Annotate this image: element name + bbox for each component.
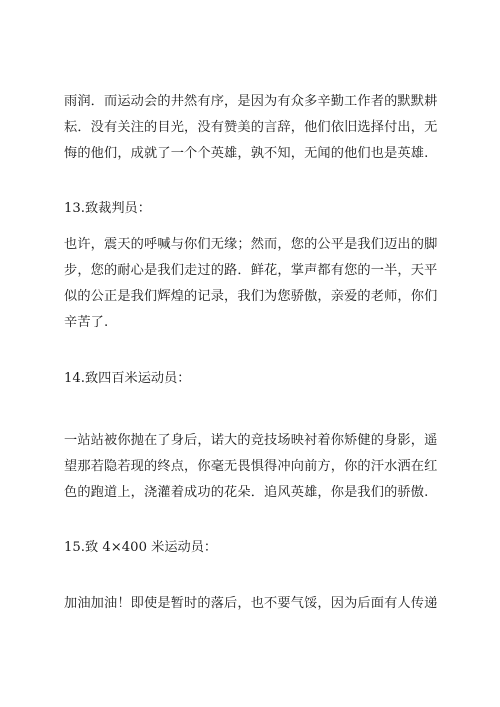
section-heading-14: 14.致四百米运动员：	[64, 371, 191, 386]
text-line: 望那若隐若现的终点，你毫无畏惧得冲向前方，你的汗水洒在红	[64, 459, 438, 474]
text-line: 雨润．而运动会的井然有序，是因为有众多辛勤工作者的默默耕	[64, 94, 438, 109]
paragraph-400m-runners	[64, 428, 440, 506]
paragraph-volunteers	[64, 89, 440, 167]
text-line: 也许，震天的呼喊与你们无缘；然而，您的公平是我们迈出的脚	[64, 237, 438, 252]
section-heading-15: 15.致 4×400 米运动员：	[64, 540, 218, 555]
text-line: 色的跑道上，浇灌着成功的花朵．追风英雄，你是我们的骄傲.	[64, 485, 429, 500]
text-line: 加油加油！即使是暂时的落后，也不要气馁，因为后面有人传递	[64, 596, 438, 611]
paragraph-relay-runners	[64, 591, 440, 617]
text-line: 耘．没有关注的目光，没有赞美的言辞，他们依旧选择付出，无	[64, 120, 438, 135]
text-line: 步，您的耐心是我们走过的路．鲜花，掌声都有您的一半，天平	[64, 263, 438, 278]
section-heading-13: 13.致裁判员：	[64, 201, 151, 216]
text-line: 似的公正是我们辉煌的记录，我们为您骄傲，亲爱的老师，你们	[64, 289, 438, 304]
text-line: 一站站被你抛在了身后，诺大的竞技场映衬着你矫健的身影，遥	[64, 433, 438, 448]
text-line: 辛苦了.	[64, 315, 109, 330]
text-line: 悔的他们，成就了一个个英雄，孰不知，无闻的他们也是英雄.	[64, 146, 429, 161]
paragraph-referees	[64, 232, 440, 336]
